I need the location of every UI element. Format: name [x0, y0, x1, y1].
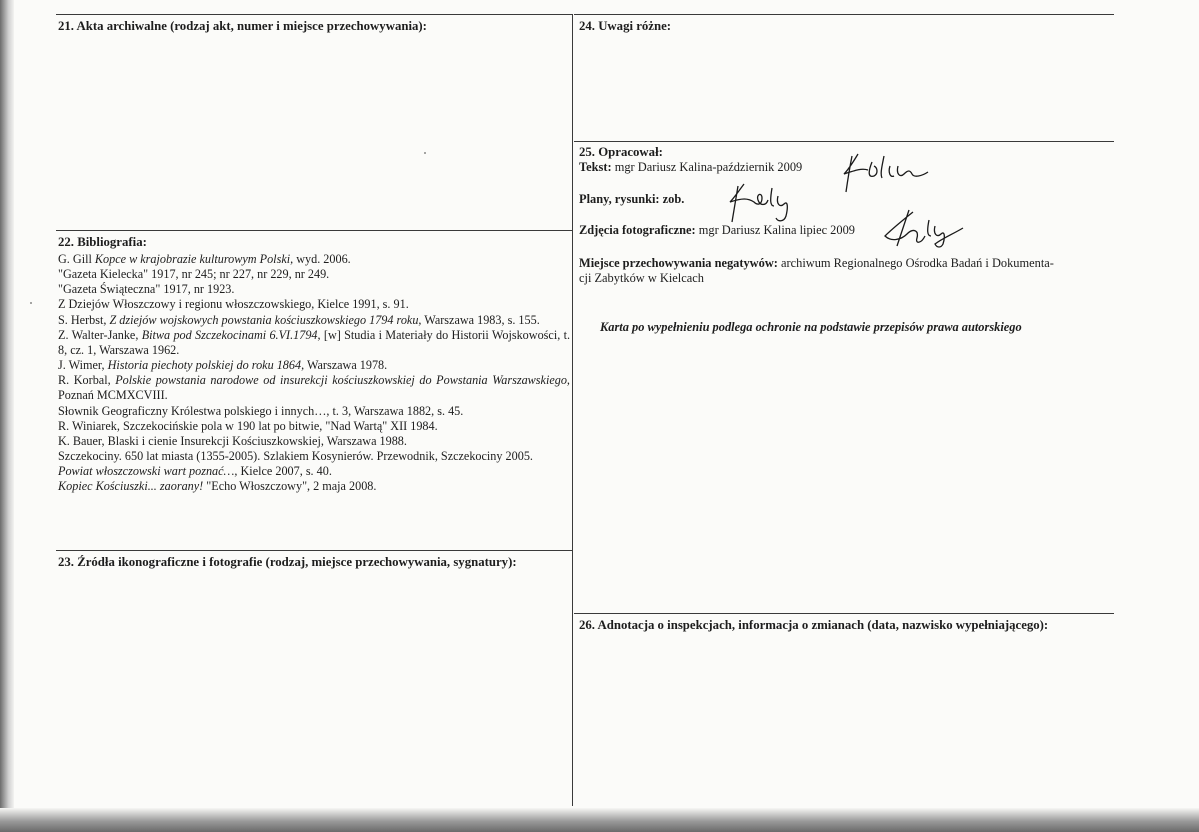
photos-label: Zdjęcia fotograficzne:	[579, 223, 696, 237]
author-text-line	[579, 160, 802, 175]
bib-entry: Szczekociny. 650 lat miasta (1355-2005). Szlakiem Kosynierów. Przewodnik, Szczekociny 2005.	[58, 449, 533, 464]
bib-entry: K. Bauer, Blaski i cienie Insurekcji Kościuszkowskiej, Warszawa 1988.	[58, 433, 407, 448]
bib-entry: Z Dziejów Włoszczowy i regionu włoszczowskiego, Kielce 1991, s. 91.	[58, 297, 409, 312]
negatives-value: archiwum Regionalnego Ośrodka Badań i Dokumenta-	[781, 256, 1054, 270]
bib-entry: G. Gill Kopce w krajobrazie kulturowym Polski, wyd. 2006.	[58, 252, 351, 266]
scan-left-shadow	[0, 0, 14, 832]
scan-bottom-shadow	[0, 808, 1199, 832]
section-22-heading: 22. Bibliografia:	[58, 235, 147, 249]
rule-22	[56, 230, 572, 231]
section-21-heading: 21. Akta archiwalne (rodzaj akt, numer i miejsce przechowywania):	[58, 19, 427, 33]
bibliography-list	[58, 252, 570, 495]
rule-25	[574, 141, 1114, 142]
scan-speck	[424, 152, 426, 154]
photos-value: mgr Dariusz Kalina lipiec 2009	[698, 223, 855, 237]
negatives-line-1	[579, 256, 1054, 271]
section-25-heading: 25. Opracował:	[579, 145, 663, 159]
negatives-line-2: cji Zabytków w Kielcach	[579, 271, 704, 285]
bib-entry: R. Korbal, Polskie powstania narodowe od insurekcji kościuszkowskiej do Powstania Warszawskiego, Poznań MCMXCVIII.	[58, 373, 570, 403]
top-rule-left	[56, 14, 572, 15]
negatives-label: Miejsce przechowywania negatywów:	[579, 256, 778, 270]
bib-entry: R. Winiarek, Szczekocińskie pola w 190 lat po bitwie, "Nad Wartą" XII 1984.	[58, 418, 438, 433]
text-label: Tekst:	[579, 160, 612, 174]
section-26-heading: 26. Adnotacja o inspekcjach, informacja o zmianach (data, nazwisko wypełniającego):	[579, 618, 1049, 632]
rule-23	[56, 550, 572, 551]
scan-speck	[30, 302, 32, 304]
bib-entry: J. Wimer, Historia piechoty polskiej do roku 1864, Warszawa 1978.	[58, 358, 388, 373]
signature-2	[728, 178, 798, 226]
section-24-heading: 24. Uwagi różne:	[579, 19, 672, 33]
bib-entry: Powiat włoszczowski wart poznać…, Kielce 2007, s. 40.	[58, 464, 332, 479]
signature-3	[883, 206, 967, 250]
bib-entry: "Gazeta Kielecka" 1917, nr 245; nr 227, nr 229, nr 249.	[58, 267, 330, 282]
text-value: mgr Dariusz Kalina-październik 2009	[614, 160, 803, 174]
bib-entry: "Gazeta Świąteczna" 1917, nr 1923.	[58, 282, 235, 297]
rule-26	[574, 613, 1114, 614]
bib-entry: Kopiec Kościuszki... zaorany! "Echo Włoszczowy", 2 maja 2008.	[58, 479, 377, 494]
copyright-note: Karta po wypełnieniu podlega ochronie na podstawie przepisów prawa autorskiego	[600, 320, 1022, 334]
section-23-heading: 23. Źródła ikonograficzne i fotografie (rodzaj, miejsce przechowywania, sygnatury):	[58, 555, 517, 569]
bib-entry: S. Herbst, Z dziejów wojskowych powstania kościuszkowskiego 1794 roku, Warszawa 1983, s. 155.	[58, 312, 540, 327]
signature-1	[838, 148, 934, 196]
plans-line	[579, 192, 684, 207]
bib-entry: Słownik Geograficzny Królestwa polskiego i innych…, t. 3, Warszawa 1882, s. 45.	[58, 403, 464, 418]
column-divider	[572, 14, 573, 806]
photos-line	[579, 223, 855, 238]
top-rule-right	[574, 14, 1114, 15]
bib-entry: Z. Walter-Janke, Bitwa pod Szczekocinami 6.VI.1794, [w] Studia i Materiały do Historii Wojskowości, t. 8, cz. 1, Warszawa 1962.	[58, 327, 571, 357]
plans-label: Plany, rysunki: zob.	[579, 192, 685, 206]
